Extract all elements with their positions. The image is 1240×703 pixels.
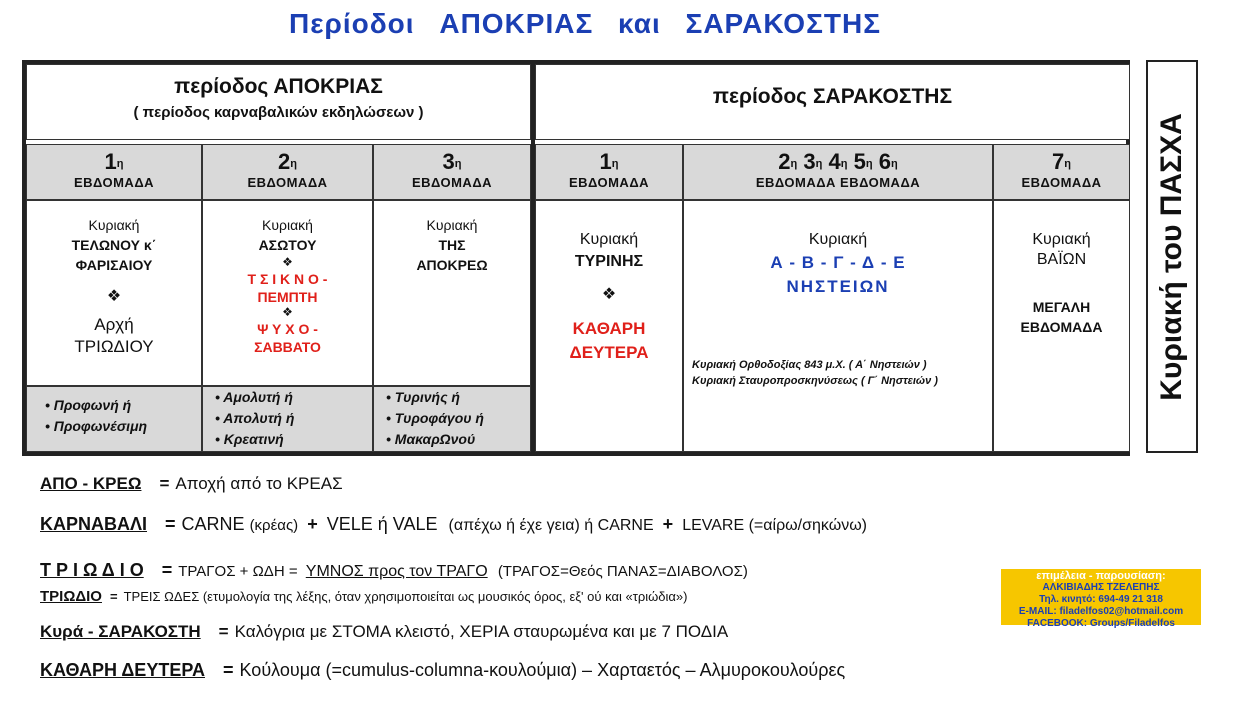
holy-week: ΜΕΓΑΛΗ <box>1032 299 1091 315</box>
definition-term: ΚΑΘΑΡΗ ΔΕΥΤΕΡΑ <box>40 660 205 680</box>
cell-week-3 <box>373 200 531 386</box>
psychosavvato: Ψ Υ Χ Ο - <box>257 321 318 337</box>
equals-sign: = <box>159 474 170 493</box>
definition-text: CARNE <box>181 514 245 534</box>
name-item: • Τυρινής ή <box>386 389 460 405</box>
credit-line: E-MAIL: filadelfos02@hotmail.com <box>1018 606 1184 617</box>
cell-week-2 <box>202 200 373 386</box>
name-item: • Κρεατινή <box>215 431 284 447</box>
sunday-name: ΒΑΪΩΝ <box>1036 251 1087 268</box>
definition-text: Αποχή από το ΚΡΕΑΣ <box>175 474 343 493</box>
definition-karnavali <box>40 514 867 535</box>
name-item: • ΜακαρΩνού <box>386 431 476 447</box>
plus-sign: + <box>662 514 674 534</box>
definition-kathari-deftera <box>40 660 845 681</box>
cell-week-1 <box>26 200 202 386</box>
diamond-icon: ❖ <box>282 305 293 319</box>
sunday-name: ΤΗΣ <box>438 237 466 253</box>
definition-text: ΥΜΝΟΣ προς τον ΤΡΑΓΟ <box>305 563 488 580</box>
plus-sign: + <box>307 514 318 534</box>
title-part: ΣΑΡΑΚΟΣΤΗΣ <box>685 8 882 39</box>
name-item: • Αμολυτή ή <box>215 389 293 405</box>
diamond-icon: ❖ <box>601 286 617 303</box>
week-label: ΕΒΔΟΜΑΔΑ <box>73 175 155 190</box>
definition-term: ΤΡΙΩΔΙΟ <box>40 588 102 605</box>
diamond-icon: ❖ <box>106 288 122 305</box>
week-number: 3 <box>803 149 816 174</box>
week-suffix: η <box>116 158 124 170</box>
cell-lent-week-7 <box>993 200 1130 452</box>
definition-triodio <box>40 560 748 581</box>
week-suffix: η <box>815 158 823 170</box>
equals-sign: = <box>223 660 234 680</box>
week-header-apokria-2 <box>202 144 373 200</box>
fasting-sundays: Α - Β - Γ - Δ - Ε <box>770 253 906 272</box>
apokria-title: περίοδος ΑΠΟΚΡΙΑΣ <box>174 75 383 98</box>
equals-sign: = <box>218 622 229 641</box>
sarakosti-header <box>535 64 1130 140</box>
periods-table <box>22 60 1130 456</box>
easter-sunday-box <box>1146 60 1198 453</box>
names-week-3 <box>373 386 531 452</box>
week-number: 1 <box>599 149 612 174</box>
sarakosti-title: περίοδος ΣΑΡΑΚΟΣΤΗΣ <box>712 85 953 108</box>
sunday-label: Κυριακή <box>262 217 313 233</box>
definition-term: Κυρά - ΣΑΡΑΚΟΣΤΗ <box>40 622 201 641</box>
sunday-label: Κυριακή <box>579 231 639 248</box>
names-week-1 <box>26 386 202 452</box>
week-header-sarakosti-2-6 <box>683 144 993 200</box>
definition-term: Τ Ρ Ι Ω Δ Ι Ο <box>40 560 144 580</box>
triodion-start: ΤΡΙΩΔΙΟΥ <box>74 337 154 356</box>
title-part: και <box>618 8 661 39</box>
week-suffix: η <box>1064 158 1071 170</box>
week-suffix: η <box>865 158 873 170</box>
week-number: 6 <box>878 149 891 174</box>
cell-lent-week-1 <box>535 200 683 452</box>
week-header-sarakosti-1 <box>535 144 683 200</box>
name-item: • Προφωνή ή <box>45 397 132 413</box>
definition-text: ΤΡΕΙΣ ΩΔΕΣ (ετυμολογία της λέξης, όταν χρησιμοποιείται ως μουσικός όρος, εξ' ού και «τριώδια») <box>123 589 688 604</box>
sunday-name: ΤΥΡΙΝΗΣ <box>574 253 644 270</box>
week-number: 3 <box>442 149 455 174</box>
week-label: ΕΒΔΟΜΑΔΑ <box>568 175 650 190</box>
sunday-name: ΦΑΡΙΣΑΙΟΥ <box>75 257 153 273</box>
title-part: ΑΠΟΚΡΙΑΣ <box>439 8 594 39</box>
definition-triodio-music <box>40 588 687 605</box>
week-label: ΕΒΔΟΜΑΔΑ ΕΒΔΟΜΑΔΑ <box>755 175 921 190</box>
name-item: • Προφωνέσιμη <box>45 418 148 434</box>
week-number: 1 <box>104 149 117 174</box>
cross-note: Κυριακή Σταυροπροσκηνύσεως ( Γ΄ Νηστειών ) <box>692 375 938 387</box>
fasting-sundays: ΝΗΣΤΕΙΩΝ <box>786 277 890 296</box>
kathari-deftera: ΔΕΥΤΕΡΑ <box>569 343 649 362</box>
week-label: ΕΒΔΟΜΑΔΑ <box>411 175 493 190</box>
sunday-name: ΑΠΟΚΡΕΩ <box>416 257 488 273</box>
week-label: ΕΒΔΟΜΑΔΑ <box>247 175 328 190</box>
cell-lent-weeks-2-6 <box>683 200 993 452</box>
credit-line: ΑΛΚΙΒΙΑΔΗΣ ΤΖΕΛΕΠΗΣ <box>1042 582 1160 593</box>
credit-line: επιμέλεια - παρουσίαση: <box>1036 570 1166 582</box>
apokria-subtitle: ( περίοδος καρναβαλικών εκδηλώσεων ) <box>133 104 424 121</box>
week-number: 7 <box>1052 149 1065 174</box>
week-header-sarakosti-7 <box>993 144 1130 200</box>
definition-text: Καλόγρια με ΣΤΟΜΑ κλειστό, ΧΕΡΙΑ σταυρωμένα και με 7 ΠΟΔΙΑ <box>234 622 729 641</box>
easter-sunday-label: Κυριακή του ΠΑΣΧΑ <box>1155 112 1188 401</box>
psychosavvato: ΣΑΒΒΑΤΟ <box>254 339 321 355</box>
week-header-apokria-1 <box>26 144 202 200</box>
tsiknopempti: Τ Σ Ι Κ Ν Ο - <box>247 271 328 287</box>
week-suffix: η <box>890 158 898 170</box>
week-number: 5 <box>853 149 866 174</box>
week-header-apokria-3 <box>373 144 531 200</box>
definition-apokreo <box>40 474 343 494</box>
week-suffix: η <box>454 158 462 170</box>
apokria-header <box>26 64 531 140</box>
definition-text: (απέχω ή έχε γεια) ή CARNE <box>448 517 654 534</box>
equals-sign: = <box>161 560 173 580</box>
kathari-deftera: ΚΑΘΑΡΗ <box>572 319 646 338</box>
name-item: • Απολυτή ή <box>215 410 295 426</box>
week-suffix: η <box>840 158 848 170</box>
name-item: • Τυροφάγου ή <box>386 410 484 426</box>
definition-text: ΤΡΑΓΟΣ + ΩΔΗ = <box>178 563 298 580</box>
definition-text: VELE ή VALE <box>326 514 438 534</box>
sunday-label: Κυριακή <box>426 217 478 233</box>
credit-box <box>1001 569 1201 629</box>
week-number: 4 <box>828 149 841 174</box>
sunday-name: ΑΣΩΤΟΥ <box>258 237 317 253</box>
sunday-label: Κυριακή <box>808 231 868 248</box>
equals-sign: = <box>109 589 118 604</box>
title-part: Περίοδοι <box>288 8 415 39</box>
week-suffix: η <box>290 158 297 170</box>
orthodoxy-note: Κυριακή Ορθοδοξίας 843 μ.Χ. ( Α΄ Νηστειών ) <box>692 359 927 371</box>
week-number: 2 <box>778 149 791 174</box>
sunday-label: Κυριακή <box>88 217 140 233</box>
holy-week: ΕΒΔΟΜΑΔΑ <box>1020 319 1103 335</box>
credit-line: FACEBOOK: Groups/Filadelfos <box>1027 618 1175 629</box>
week-suffix: η <box>790 158 798 170</box>
definition-text: (ΤΡΑΓΟΣ=Θεός ΠΑΝΑΣ=ΔΙΑΒΟΛΟΣ) <box>497 563 748 580</box>
week-suffix: η <box>611 158 619 170</box>
equals-sign: = <box>165 514 176 534</box>
sunday-name: ΤΕΛΩΝΟΥ κ΄ <box>71 237 157 253</box>
definition-term: ΚΑΡΝΑΒΑΛΙ <box>40 514 148 534</box>
week-number: 2 <box>278 149 291 174</box>
definition-text: Κούλουμα (=cumulus-columna-κουλούμια) – Χαρταετός – Αλμυροκουλούρες <box>239 660 846 680</box>
names-week-2 <box>202 386 373 452</box>
diamond-icon: ❖ <box>282 255 293 269</box>
tsiknopempti: ΠΕΜΠΤΗ <box>257 289 318 305</box>
page-title <box>0 8 1170 40</box>
definition-kyra-sarakosti <box>40 622 728 642</box>
definition-text: (κρέας) <box>249 517 299 534</box>
sunday-label: Κυριακή <box>1032 231 1091 248</box>
definition-text: LEVARE (=αίρω/σηκώνω) <box>682 517 868 534</box>
triodion-start: Αρχή <box>94 315 134 334</box>
week-label: ΕΒΔΟΜΑΔΑ <box>1021 175 1102 190</box>
credit-line: Τηλ. κινητό: 694-49 21 318 <box>1039 594 1163 605</box>
definition-term: ΑΠΟ - ΚΡΕΩ <box>40 474 142 493</box>
